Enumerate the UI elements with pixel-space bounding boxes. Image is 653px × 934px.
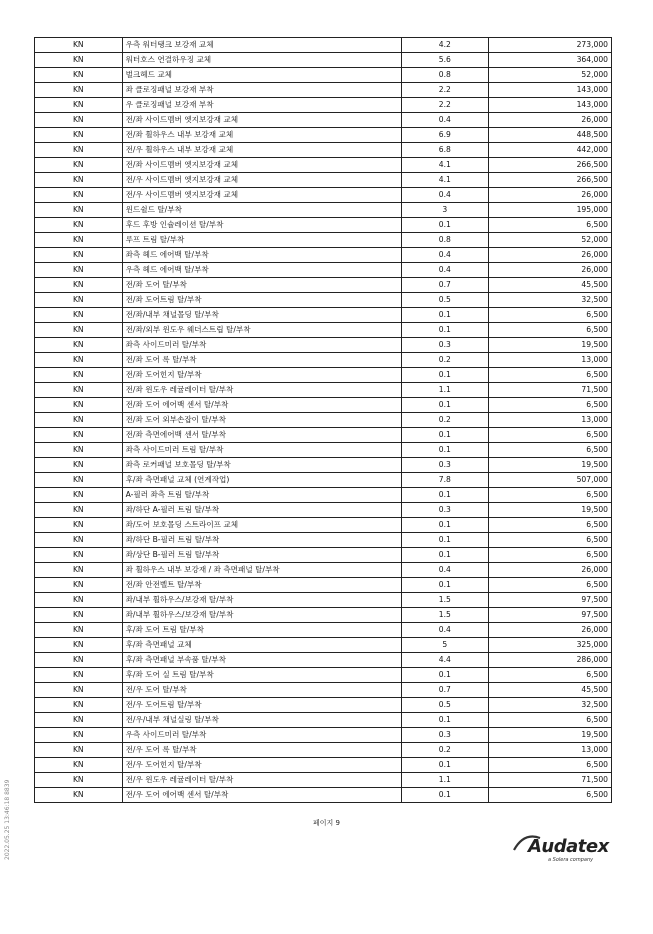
row-description: 좌측 헤드 에어백 탈/부착 xyxy=(122,248,401,263)
table-row xyxy=(35,563,612,578)
row-quantity: 0.1 xyxy=(401,788,489,803)
row-code: KN xyxy=(35,758,123,773)
row-quantity: 5.6 xyxy=(401,53,489,68)
row-description: 전/우 도어 에어백 센서 탈/부착 xyxy=(122,788,401,803)
row-quantity: 0.1 xyxy=(401,578,489,593)
row-description: 후/좌 측면패널 교체 (연계작업) xyxy=(122,473,401,488)
row-description: 후/좌 측면패널 부속품 탈/부착 xyxy=(122,653,401,668)
row-description: 전/좌 도어 외부손잡이 탈/부착 xyxy=(122,413,401,428)
row-description: 전/우 사이드멤버 엣지보강재 교체 xyxy=(122,173,401,188)
row-quantity: 0.2 xyxy=(401,743,489,758)
row-quantity: 0.4 xyxy=(401,623,489,638)
row-code: KN xyxy=(35,578,123,593)
table-row xyxy=(35,173,612,188)
row-code: KN xyxy=(35,413,123,428)
row-quantity: 0.3 xyxy=(401,458,489,473)
row-quantity: 0.3 xyxy=(401,338,489,353)
row-description: 우 클로징패널 보강재 부착 xyxy=(122,98,401,113)
row-quantity: 0.1 xyxy=(401,668,489,683)
row-amount: 26,000 xyxy=(489,248,612,263)
row-code: KN xyxy=(35,173,123,188)
row-quantity: 6.8 xyxy=(401,143,489,158)
row-amount: 19,500 xyxy=(489,728,612,743)
table-row xyxy=(35,593,612,608)
table-row xyxy=(35,518,612,533)
row-code: KN xyxy=(35,68,123,83)
row-code: KN xyxy=(35,248,123,263)
row-description: 좌 클로징패널 보강재 부착 xyxy=(122,83,401,98)
row-description: 루프 트림 탈/부착 xyxy=(122,233,401,248)
table-row xyxy=(35,278,612,293)
row-description: 후/좌 측면패널 교체 xyxy=(122,638,401,653)
row-quantity: 2.2 xyxy=(401,83,489,98)
row-quantity: 0.1 xyxy=(401,548,489,563)
row-amount: 6,500 xyxy=(489,578,612,593)
row-code: KN xyxy=(35,488,123,503)
row-description: 좌측 로커패널 보호몰딩 탈/부착 xyxy=(122,458,401,473)
row-quantity: 1.1 xyxy=(401,383,489,398)
row-amount: 19,500 xyxy=(489,503,612,518)
row-code: KN xyxy=(35,278,123,293)
row-description: 좌/도어 보호몰딩 스트라이프 교체 xyxy=(122,518,401,533)
row-amount: 6,500 xyxy=(489,398,612,413)
row-description: 전/좌/외부 윈도우 웨더스트립 탈/부착 xyxy=(122,323,401,338)
logo-wordmark: Audatex xyxy=(528,836,609,857)
table-row xyxy=(35,743,612,758)
row-amount: 143,000 xyxy=(489,83,612,98)
row-amount: 26,000 xyxy=(489,113,612,128)
table-row xyxy=(35,188,612,203)
table-row xyxy=(35,623,612,638)
row-amount: 6,500 xyxy=(489,488,612,503)
row-amount: 507,000 xyxy=(489,473,612,488)
row-description: 후드 후방 인슐레이션 탈/부착 xyxy=(122,218,401,233)
row-amount: 97,500 xyxy=(489,608,612,623)
row-description: 전/좌 휠하우스 내부 보강재 교체 xyxy=(122,128,401,143)
row-code: KN xyxy=(35,713,123,728)
row-amount: 6,500 xyxy=(489,548,612,563)
row-quantity: 3 xyxy=(401,203,489,218)
row-code: KN xyxy=(35,683,123,698)
row-quantity: 4.2 xyxy=(401,38,489,53)
row-quantity: 0.1 xyxy=(401,398,489,413)
row-quantity: 4.4 xyxy=(401,653,489,668)
row-code: KN xyxy=(35,728,123,743)
row-quantity: 0.4 xyxy=(401,263,489,278)
row-code: KN xyxy=(35,353,123,368)
row-code: KN xyxy=(35,443,123,458)
row-quantity: 0.5 xyxy=(401,698,489,713)
row-description: 좌/상단 B-필러 트림 탈/부착 xyxy=(122,548,401,563)
row-code: KN xyxy=(35,128,123,143)
row-description: 전/좌 도어 록 탈/부착 xyxy=(122,353,401,368)
row-description: 우측 워터탱크 보강재 교체 xyxy=(122,38,401,53)
table-row xyxy=(35,443,612,458)
table-row xyxy=(35,368,612,383)
table-row xyxy=(35,608,612,623)
row-quantity: 0.4 xyxy=(401,563,489,578)
row-code: KN xyxy=(35,503,123,518)
table-row xyxy=(35,53,612,68)
row-code: KN xyxy=(35,458,123,473)
row-amount: 143,000 xyxy=(489,98,612,113)
row-amount: 6,500 xyxy=(489,443,612,458)
table-row xyxy=(35,713,612,728)
row-quantity: 0.8 xyxy=(401,68,489,83)
row-quantity: 4.1 xyxy=(401,173,489,188)
row-description: 전/좌 사이드멤버 엣지보강재 교체 xyxy=(122,113,401,128)
row-description: 좌측 사이드미러 탈/부착 xyxy=(122,338,401,353)
row-amount: 52,000 xyxy=(489,233,612,248)
row-code: KN xyxy=(35,158,123,173)
row-quantity: 0.1 xyxy=(401,428,489,443)
row-description: 전/우 도어트림 탈/부착 xyxy=(122,698,401,713)
row-code: KN xyxy=(35,533,123,548)
row-description: 전/좌 도어 탈/부착 xyxy=(122,278,401,293)
row-description: 좌/하단 B-필러 트림 탈/부착 xyxy=(122,533,401,548)
row-description: A-필러 좌측 트림 탈/부착 xyxy=(122,488,401,503)
table-row xyxy=(35,353,612,368)
table-row xyxy=(35,773,612,788)
row-code: KN xyxy=(35,548,123,563)
row-amount: 195,000 xyxy=(489,203,612,218)
row-quantity: 2.2 xyxy=(401,98,489,113)
row-quantity: 0.5 xyxy=(401,293,489,308)
row-code: KN xyxy=(35,398,123,413)
row-amount: 26,000 xyxy=(489,623,612,638)
row-amount: 6,500 xyxy=(489,788,612,803)
table-row xyxy=(35,308,612,323)
row-amount: 6,500 xyxy=(489,218,612,233)
table-row xyxy=(35,458,612,473)
row-description: 워터호스 연결하우징 교체 xyxy=(122,53,401,68)
row-code: KN xyxy=(35,293,123,308)
row-code: KN xyxy=(35,668,123,683)
table-row xyxy=(35,398,612,413)
row-code: KN xyxy=(35,263,123,278)
row-description: 전/좌 측면에어백 센서 탈/부착 xyxy=(122,428,401,443)
row-code: KN xyxy=(35,323,123,338)
row-description: 전/좌 도어트림 탈/부착 xyxy=(122,293,401,308)
table-row xyxy=(35,293,612,308)
row-amount: 26,000 xyxy=(489,188,612,203)
row-code: KN xyxy=(35,383,123,398)
row-code: KN xyxy=(35,788,123,803)
row-amount: 6,500 xyxy=(489,368,612,383)
row-code: KN xyxy=(35,743,123,758)
row-code: KN xyxy=(35,518,123,533)
row-amount: 13,000 xyxy=(489,743,612,758)
row-description: 좌측 사이드미러 트림 탈/부착 xyxy=(122,443,401,458)
row-amount: 97,500 xyxy=(489,593,612,608)
table-row xyxy=(35,428,612,443)
row-quantity: 4.1 xyxy=(401,158,489,173)
row-code: KN xyxy=(35,638,123,653)
row-code: KN xyxy=(35,143,123,158)
row-quantity: 0.4 xyxy=(401,188,489,203)
row-code: KN xyxy=(35,608,123,623)
row-code: KN xyxy=(35,698,123,713)
row-amount: 45,500 xyxy=(489,278,612,293)
row-amount: 71,500 xyxy=(489,773,612,788)
table-row xyxy=(35,728,612,743)
row-description: 좌 휠하우스 내부 보강재 / 좌 측면패널 탈/부착 xyxy=(122,563,401,578)
table-row xyxy=(35,248,612,263)
row-quantity: 0.1 xyxy=(401,518,489,533)
row-amount: 6,500 xyxy=(489,308,612,323)
table-row xyxy=(35,98,612,113)
row-description: 전/우/내부 채널실링 탈/부착 xyxy=(122,713,401,728)
row-code: KN xyxy=(35,233,123,248)
page-number: 페이지 9 xyxy=(313,819,340,827)
row-amount: 32,500 xyxy=(489,698,612,713)
row-quantity: 0.2 xyxy=(401,413,489,428)
table-row xyxy=(35,473,612,488)
row-quantity: 0.7 xyxy=(401,683,489,698)
logo-tagline: a Solera company xyxy=(548,857,594,863)
table-row xyxy=(35,383,612,398)
row-quantity: 0.1 xyxy=(401,218,489,233)
estimate-table-container xyxy=(34,37,612,803)
row-quantity: 0.1 xyxy=(401,443,489,458)
row-amount: 442,000 xyxy=(489,143,612,158)
row-description: 전/우 도어 록 탈/부착 xyxy=(122,743,401,758)
row-description: 전/우 도어 탈/부착 xyxy=(122,683,401,698)
row-description: 전/좌 윈도우 레귤레이터 탈/부착 xyxy=(122,383,401,398)
row-description: 우측 헤드 에어백 탈/부착 xyxy=(122,263,401,278)
table-row xyxy=(35,533,612,548)
row-amount: 71,500 xyxy=(489,383,612,398)
row-quantity: 1.5 xyxy=(401,593,489,608)
row-description: 전/좌 도어힌지 탈/부착 xyxy=(122,368,401,383)
row-quantity: 0.3 xyxy=(401,503,489,518)
row-amount: 6,500 xyxy=(489,428,612,443)
row-amount: 6,500 xyxy=(489,533,612,548)
table-row xyxy=(35,503,612,518)
row-amount: 19,500 xyxy=(489,458,612,473)
row-quantity: 5 xyxy=(401,638,489,653)
table-row xyxy=(35,113,612,128)
row-quantity: 0.7 xyxy=(401,278,489,293)
table-row xyxy=(35,548,612,563)
table-row xyxy=(35,758,612,773)
row-quantity: 0.4 xyxy=(401,113,489,128)
row-description: 전/우 휠하우스 내부 보강재 교체 xyxy=(122,143,401,158)
row-amount: 6,500 xyxy=(489,758,612,773)
row-amount: 325,000 xyxy=(489,638,612,653)
row-code: KN xyxy=(35,428,123,443)
row-description: 전/좌/내부 채널몰딩 탈/부착 xyxy=(122,308,401,323)
row-code: KN xyxy=(35,218,123,233)
table-row xyxy=(35,323,612,338)
row-amount: 273,000 xyxy=(489,38,612,53)
table-row xyxy=(35,158,612,173)
table-row xyxy=(35,638,612,653)
row-amount: 6,500 xyxy=(489,518,612,533)
row-code: KN xyxy=(35,563,123,578)
row-amount: 26,000 xyxy=(489,263,612,278)
table-row xyxy=(35,788,612,803)
audatex-logo xyxy=(512,836,609,866)
row-code: KN xyxy=(35,98,123,113)
row-code: KN xyxy=(35,83,123,98)
row-amount: 52,000 xyxy=(489,68,612,83)
row-description: 전/우 사이드멤버 엣지보강재 교체 xyxy=(122,188,401,203)
table-row xyxy=(35,143,612,158)
side-timestamp: 2022.05.25 13:46:18 8839 xyxy=(4,779,11,860)
row-description: 우측 사이드미러 탈/부착 xyxy=(122,728,401,743)
row-code: KN xyxy=(35,308,123,323)
table-row xyxy=(35,38,612,53)
row-quantity: 7.8 xyxy=(401,473,489,488)
table-row xyxy=(35,68,612,83)
row-amount: 6,500 xyxy=(489,668,612,683)
row-quantity: 0.1 xyxy=(401,323,489,338)
row-code: KN xyxy=(35,203,123,218)
row-code: KN xyxy=(35,593,123,608)
row-description: 전/좌 도어 에어백 센서 탈/부착 xyxy=(122,398,401,413)
row-amount: 286,000 xyxy=(489,653,612,668)
table-row xyxy=(35,683,612,698)
table-row xyxy=(35,413,612,428)
row-code: KN xyxy=(35,623,123,638)
row-code: KN xyxy=(35,38,123,53)
table-row xyxy=(35,203,612,218)
row-amount: 448,500 xyxy=(489,128,612,143)
row-amount: 6,500 xyxy=(489,323,612,338)
row-description: 좌/하단 A-필러 트림 탈/부착 xyxy=(122,503,401,518)
row-amount: 32,500 xyxy=(489,293,612,308)
row-quantity: 1.1 xyxy=(401,773,489,788)
row-amount: 26,000 xyxy=(489,563,612,578)
table-row xyxy=(35,218,612,233)
row-amount: 266,500 xyxy=(489,173,612,188)
row-description: 좌/내부 휠하우스/보강재 탈/부착 xyxy=(122,593,401,608)
table-row xyxy=(35,668,612,683)
row-description: 후/좌 도어 트림 탈/부착 xyxy=(122,623,401,638)
row-description: 전/우 윈도우 레귤레이터 탈/부착 xyxy=(122,773,401,788)
row-quantity: 0.2 xyxy=(401,353,489,368)
table-row xyxy=(35,578,612,593)
row-amount: 266,500 xyxy=(489,158,612,173)
row-quantity: 0.1 xyxy=(401,488,489,503)
table-row xyxy=(35,653,612,668)
row-quantity: 0.1 xyxy=(401,713,489,728)
row-code: KN xyxy=(35,188,123,203)
row-quantity: 0.8 xyxy=(401,233,489,248)
row-quantity: 6.9 xyxy=(401,128,489,143)
table-row xyxy=(35,128,612,143)
row-amount: 6,500 xyxy=(489,713,612,728)
row-quantity: 0.1 xyxy=(401,368,489,383)
row-quantity: 0.4 xyxy=(401,248,489,263)
row-description: 좌/내부 휠하우스/보강재 탈/부착 xyxy=(122,608,401,623)
table-row xyxy=(35,263,612,278)
row-description: 윈드쉴드 탈/부착 xyxy=(122,203,401,218)
row-description: 전/좌 사이드멤버 엣지보강재 교체 xyxy=(122,158,401,173)
row-amount: 45,500 xyxy=(489,683,612,698)
row-code: KN xyxy=(35,773,123,788)
row-quantity: 0.3 xyxy=(401,728,489,743)
row-description: 후/좌 도어 실 트림 탈/부착 xyxy=(122,668,401,683)
row-amount: 19,500 xyxy=(489,338,612,353)
row-description: 전/우 도어힌지 탈/부착 xyxy=(122,758,401,773)
row-code: KN xyxy=(35,338,123,353)
row-quantity: 0.1 xyxy=(401,758,489,773)
row-description: 전/좌 안전벨트 탈/부착 xyxy=(122,578,401,593)
row-code: KN xyxy=(35,653,123,668)
row-description: 벌크헤드 교체 xyxy=(122,68,401,83)
row-quantity: 0.1 xyxy=(401,308,489,323)
row-amount: 13,000 xyxy=(489,413,612,428)
row-quantity: 1.5 xyxy=(401,608,489,623)
table-row xyxy=(35,698,612,713)
row-code: KN xyxy=(35,53,123,68)
row-amount: 13,000 xyxy=(489,353,612,368)
labor-items-table xyxy=(34,37,612,803)
row-code: KN xyxy=(35,473,123,488)
table-row xyxy=(35,488,612,503)
table-body xyxy=(35,38,612,803)
row-amount: 364,000 xyxy=(489,53,612,68)
table-row xyxy=(35,338,612,353)
row-code: KN xyxy=(35,113,123,128)
table-row xyxy=(35,83,612,98)
table-row xyxy=(35,233,612,248)
row-code: KN xyxy=(35,368,123,383)
row-quantity: 0.1 xyxy=(401,533,489,548)
